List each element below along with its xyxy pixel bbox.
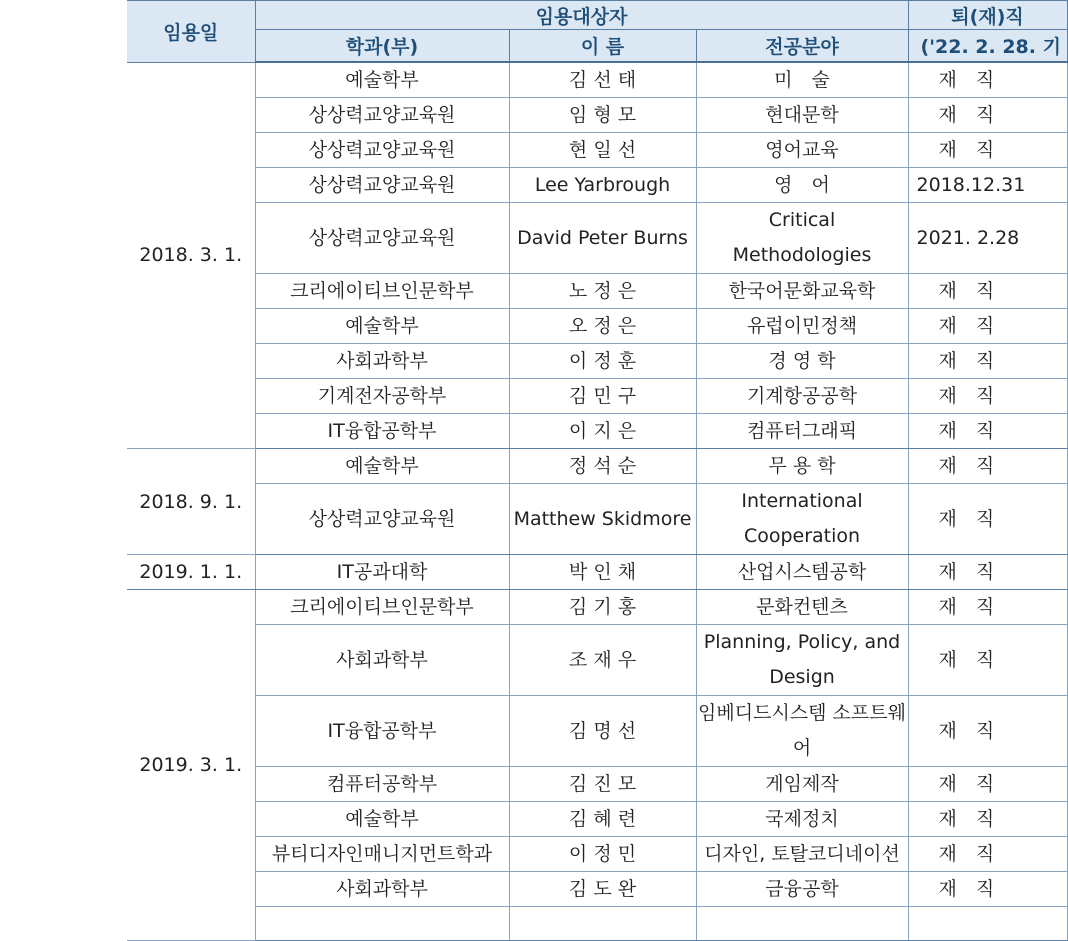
header-name: 이 름 xyxy=(509,30,696,63)
table-row xyxy=(127,274,1067,309)
table-row xyxy=(127,203,1067,274)
major-field-cell: 무 용 학 xyxy=(696,449,908,484)
major-field-cell: 현대문학 xyxy=(696,98,908,133)
name-cell: 현 일 선 xyxy=(509,133,696,168)
major-field-cell: 한국어문화교육학 xyxy=(696,274,908,309)
appointment-date-cell: 2019. 1. 1. xyxy=(127,555,255,590)
major-field-cell: Planning, Policy, and Design xyxy=(696,625,908,696)
table-row xyxy=(127,837,1067,872)
status-cell: 재 직 xyxy=(908,484,1067,555)
major-field-cell: 유럽이민정책 xyxy=(696,309,908,344)
status-cell: 재 직 xyxy=(908,133,1067,168)
department-cell: 예술학부 xyxy=(255,309,509,344)
status-cell: 재 직 xyxy=(908,414,1067,449)
department-cell: 컴퓨터공학부 xyxy=(255,767,509,802)
department-cell: 상상력교양교육원 xyxy=(255,133,509,168)
department-cell: 상상력교양교육원 xyxy=(255,484,509,555)
name-cell: 김 기 홍 xyxy=(509,590,696,625)
name-cell: 김 명 선 xyxy=(509,696,696,767)
department-cell: 뷰티디자인매니지먼트학과 xyxy=(255,837,509,872)
status-cell: 재 직 xyxy=(908,837,1067,872)
name-cell: 오 정 은 xyxy=(509,309,696,344)
name-cell: Matthew Skidmore xyxy=(509,484,696,555)
header-major-field: 전공분야 xyxy=(696,30,908,63)
name-cell: 김 도 완 xyxy=(509,872,696,907)
table-header xyxy=(127,1,1067,63)
name-cell: 임 형 모 xyxy=(509,98,696,133)
table-row xyxy=(127,802,1067,837)
department-cell: 사회과학부 xyxy=(255,344,509,379)
name-cell: 정 석 순 xyxy=(509,449,696,484)
header-appointee-group: 임용대상자 xyxy=(255,1,908,30)
name-cell: Lee Yarbrough xyxy=(509,168,696,203)
major-field-cell: 금융공학 xyxy=(696,872,908,907)
status-cell: 재 직 xyxy=(908,696,1067,767)
department-cell: 기계전자공학부 xyxy=(255,379,509,414)
appointment-date-cell: 2018. 9. 1. xyxy=(127,449,255,555)
status-cell: 재 직 xyxy=(908,555,1067,590)
table-row xyxy=(127,309,1067,344)
department-cell: 상상력교양교육원 xyxy=(255,203,509,274)
name-cell: 박 인 채 xyxy=(509,555,696,590)
department-cell: 상상력교양교육원 xyxy=(255,98,509,133)
major-field-cell: International Cooperation xyxy=(696,484,908,555)
department-cell xyxy=(255,907,509,941)
major-field-cell: 디자인, 토탈코디네이션 xyxy=(696,837,908,872)
status-cell: 재 직 xyxy=(908,98,1067,133)
major-field-cell: 게임제작 xyxy=(696,767,908,802)
department-cell: 예술학부 xyxy=(255,449,509,484)
department-cell: 사회과학부 xyxy=(255,625,509,696)
name-cell: 이 정 민 xyxy=(509,837,696,872)
status-cell: 재 직 xyxy=(908,379,1067,414)
major-field-cell: 임베디드시스템 소프트웨어 xyxy=(696,696,908,767)
header-status-basis-date: ('22. 2. 28. 기 xyxy=(908,30,1067,63)
status-cell: 2018.12.31 xyxy=(908,168,1067,203)
table-row xyxy=(127,168,1067,203)
appointment-table xyxy=(127,0,1068,941)
major-field-cell: 컴퓨터그래픽 xyxy=(696,414,908,449)
status-cell: 재 직 xyxy=(908,309,1067,344)
department-cell: IT융합공학부 xyxy=(255,696,509,767)
major-field-cell: Critical Methodologies xyxy=(696,203,908,274)
table-row xyxy=(127,484,1067,555)
name-cell: 조 재 우 xyxy=(509,625,696,696)
table-row xyxy=(127,414,1067,449)
major-field-cell: 산업시스템공학 xyxy=(696,555,908,590)
name-cell: David Peter Burns xyxy=(509,203,696,274)
status-cell: 재 직 xyxy=(908,274,1067,309)
status-cell: 재 직 xyxy=(908,767,1067,802)
table-row xyxy=(127,590,1067,625)
major-field-cell: 문화컨텐츠 xyxy=(696,590,908,625)
department-cell: IT융합공학부 xyxy=(255,414,509,449)
department-cell: 상상력교양교육원 xyxy=(255,168,509,203)
department-cell: IT공과대학 xyxy=(255,555,509,590)
header-appointment-date: 임용일 xyxy=(127,1,255,63)
department-cell: 사회과학부 xyxy=(255,872,509,907)
name-cell: 김 선 태 xyxy=(509,62,696,98)
table-row xyxy=(127,449,1067,484)
department-cell: 크리에이티브인문학부 xyxy=(255,274,509,309)
name-cell: 노 정 은 xyxy=(509,274,696,309)
name-cell: 김 진 모 xyxy=(509,767,696,802)
table-row xyxy=(127,696,1067,767)
status-cell: 재 직 xyxy=(908,872,1067,907)
major-field-cell: 경 영 학 xyxy=(696,344,908,379)
table-row xyxy=(127,344,1067,379)
header-status: 퇴(재)직 xyxy=(908,1,1067,30)
status-cell: 재 직 xyxy=(908,590,1067,625)
major-field-cell: 국제정치 xyxy=(696,802,908,837)
table-row xyxy=(127,625,1067,696)
table-row xyxy=(127,379,1067,414)
appointment-date-cell: 2018. 3. 1. xyxy=(127,62,255,449)
status-cell xyxy=(908,907,1067,941)
table-row xyxy=(127,133,1067,168)
appointment-date-cell: 2019. 3. 1. xyxy=(127,590,255,941)
major-field-cell: 기계항공공학 xyxy=(696,379,908,414)
status-cell: 재 직 xyxy=(908,802,1067,837)
table-row xyxy=(127,767,1067,802)
major-field-cell: 영 어 xyxy=(696,168,908,203)
major-field-cell xyxy=(696,907,908,941)
name-cell: 이 정 훈 xyxy=(509,344,696,379)
status-cell: 2021. 2.28 xyxy=(908,203,1067,274)
table-body xyxy=(127,62,1067,941)
status-cell: 재 직 xyxy=(908,449,1067,484)
appointment-table-container xyxy=(127,0,1067,941)
name-cell: 김 민 구 xyxy=(509,379,696,414)
name-cell: 이 지 은 xyxy=(509,414,696,449)
major-field-cell: 영어교육 xyxy=(696,133,908,168)
table-row xyxy=(127,872,1067,907)
department-cell: 예술학부 xyxy=(255,62,509,98)
department-cell: 크리에이티브인문학부 xyxy=(255,590,509,625)
major-field-cell: 미 술 xyxy=(696,62,908,98)
table-row xyxy=(127,62,1067,98)
status-cell: 재 직 xyxy=(908,344,1067,379)
status-cell: 재 직 xyxy=(908,62,1067,98)
department-cell: 예술학부 xyxy=(255,802,509,837)
table-row xyxy=(127,907,1067,941)
name-cell: 김 혜 련 xyxy=(509,802,696,837)
table-row xyxy=(127,98,1067,133)
status-cell: 재 직 xyxy=(908,625,1067,696)
header-department: 학과(부) xyxy=(255,30,509,63)
name-cell xyxy=(509,907,696,941)
table-row xyxy=(127,555,1067,590)
